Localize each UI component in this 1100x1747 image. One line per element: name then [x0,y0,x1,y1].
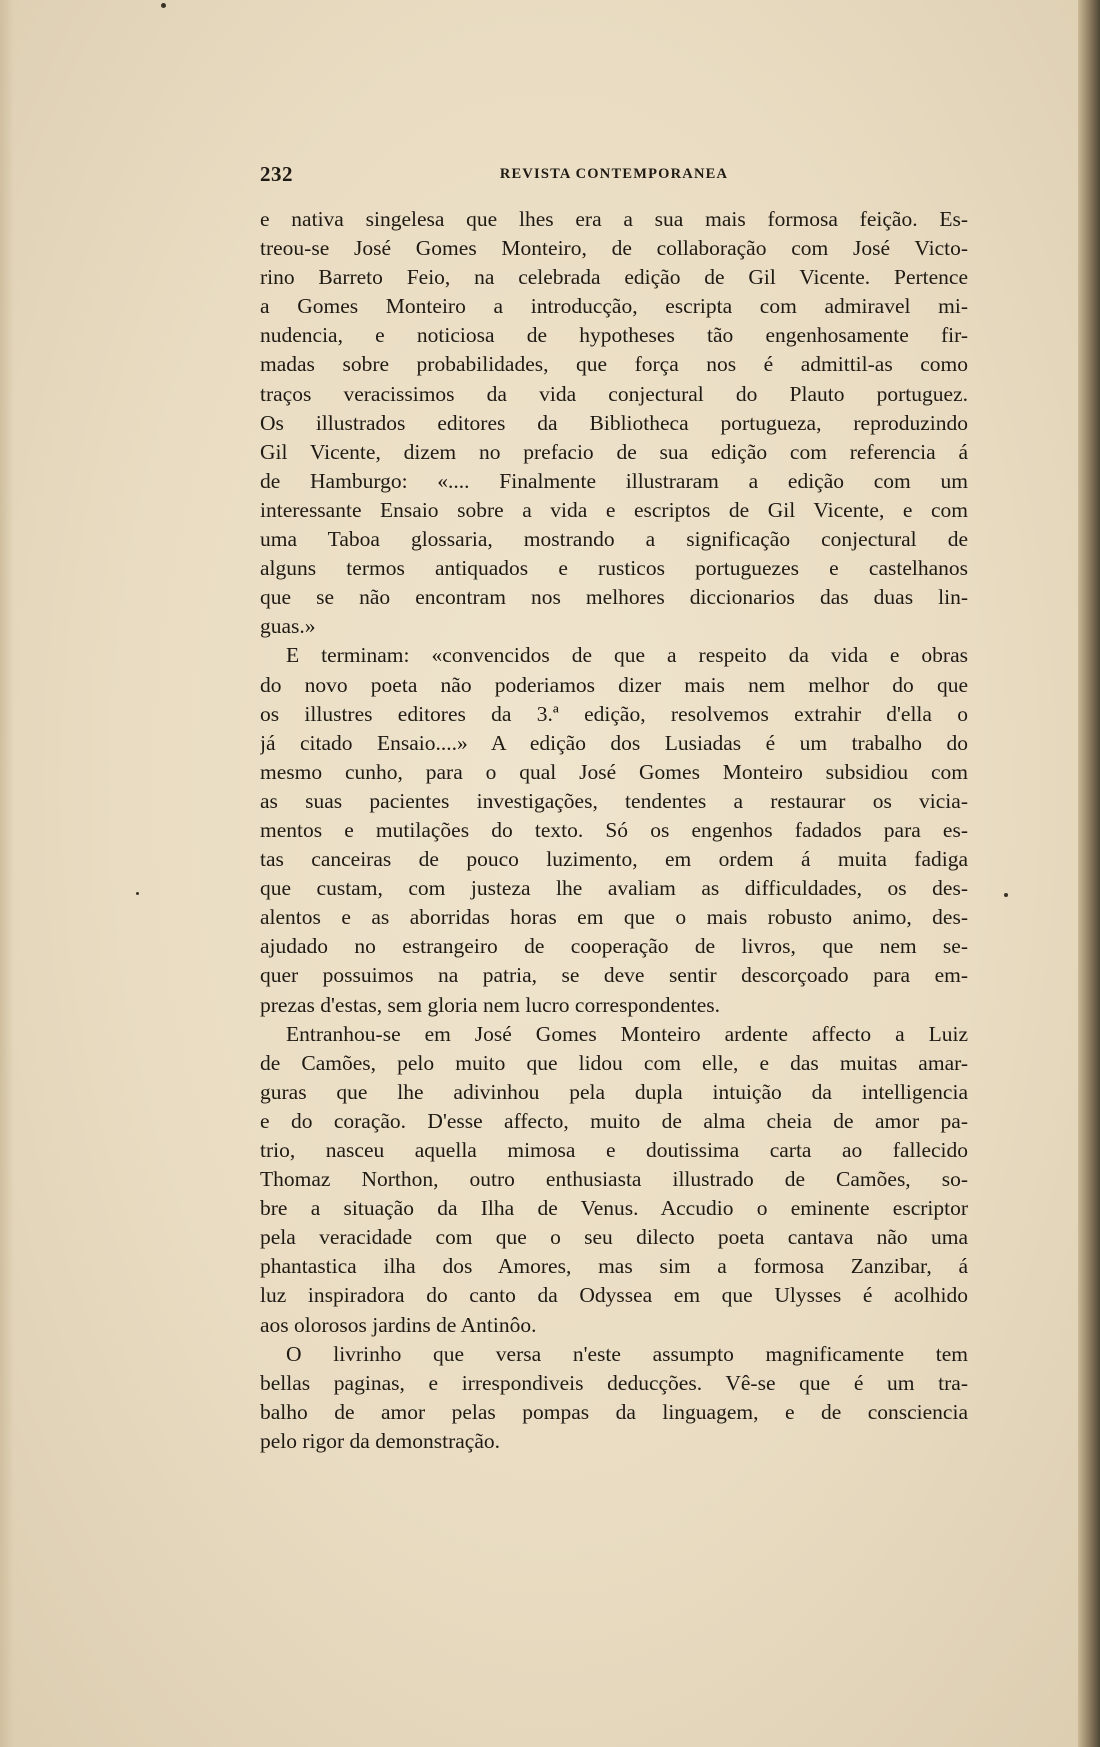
text-line: de Camões, pelo muito que lidou com elle, e das muitas amar- [260,1050,968,1075]
text-line: as suas pacientes investigações, tendentes a restaurar os vicia- [260,788,968,813]
text-line: alguns termos antiquados e rusticos portuguezes e castelhanos [260,556,968,581]
text-line: bre a situação da Ilha de Venus. Accudio o eminente escriptor [260,1196,968,1221]
text-line: uma Taboa glossaria, mostrando a significação conjectural de [260,527,968,552]
text-line: alentos e as aborridas horas em que o mais robusto animo, des- [260,905,968,930]
text-line: E terminam: «convencidos de que a respeito da vida e obras [286,643,968,668]
text-line: nudencia, e noticiosa de hypotheses tão engenhosamente fir- [260,323,968,348]
text-line: treou-se José Gomes Monteiro, de collaboração com José Victo- [260,236,968,261]
text-line: a Gomes Monteiro a introducção, escripta com admiravel mi- [260,294,968,319]
paper-speck [136,892,139,895]
paper-speck [1004,893,1008,897]
text-line: Os illustrados editores da Bibliotheca portugueza, reproduzindo [260,410,968,435]
text-line: já citado Ensaio....» A edição dos Lusiadas é um trabalho do [260,730,968,755]
journal-title: REVISTA CONTEMPORANEA [499,166,729,182]
text-line: prezas d'estas, sem gloria nem lucro correspondentes. [260,992,720,1017]
text-line: mesmo cunho, para o qual José Gomes Monteiro subsidiou com [260,759,968,784]
paper-speck [161,3,166,8]
text-line: bellas paginas, e irrespondiveis deducções. Vê-se que é um tra- [260,1370,968,1395]
text-line: guras que lhe adivinhou pela dupla intuição da intelligencia [260,1079,968,1104]
running-head [260,162,968,186]
page-gutter-shadow [0,0,14,1747]
text-line: pela veracidade com que o seu dilecto poeta cantava não uma [260,1225,968,1250]
text-line: que custam, com justeza lhe avaliam as difficuldades, os des- [260,876,968,901]
text-line: trio, nasceu aquella mimosa e doutissima carta ao fallecido [260,1138,968,1162]
text-line: tas canceiras de pouco luzimento, em ordem á muita fadiga [260,847,968,872]
text-line: luz inspiradora do canto da Odyssea em que Ulysses é acolhido [260,1283,968,1308]
text-line: que se não encontram nos melhores diccionarios das duas lin- [260,585,968,610]
text-line: guas.» [260,614,316,639]
text-line: ajudado no estrangeiro de cooperação de livros, que nem se- [260,934,968,959]
text-line: interessante Ensaio sobre a vida e escriptos de Gil Vicente, e com [260,497,968,522]
text-line: do novo poeta não poderiamos dizer mais nem melhor do que [260,672,968,697]
text-line: traços veracissimos da vida conjectural do Plauto portuguez. [260,381,968,406]
text-line: de Hamburgo: «.... Finalmente illustraram a edição com um [260,468,968,493]
body-text [260,205,968,1456]
text-line: madas sobre probabilidades, que força nos é admittil-as como [260,352,968,377]
text-line: e nativa singelesa que lhes era a sua mais formosa feição. Es- [260,207,968,231]
text-line: quer possuimos na patria, se deve sentir descorçoado para em- [260,963,968,988]
text-line: pelo rigor da demonstração. [260,1428,500,1453]
text-line: Entranhou-se em José Gomes Monteiro ardente affecto a Luiz [286,1021,968,1046]
page-number: 232 [260,162,293,186]
text-line: phantastica ilha dos Amores, mas sim a formosa Zanzibar, á [260,1254,968,1279]
text-line: O livrinho que versa n'este assumpto magnificamente tem [286,1341,968,1366]
text-line: e do coração. D'esse affecto, muito de alma cheia de amor pa- [260,1108,968,1133]
text-line: mentos e mutilações do texto. Só os engenhos fadados para es- [260,817,968,842]
text-line: Gil Vicente, dizem no prefacio de sua edição com referencia á [260,439,968,464]
text-line: rino Barreto Feio, na celebrada edição de Gil Vicente. Pertence [260,265,968,290]
text-line: balho de amor pelas pompas da linguagem, e de consciencia [260,1399,968,1424]
text-line: aos olorosos jardins de Antinôo. [260,1312,537,1337]
text-line: os illustres editores da 3.ª edição, resolvemos extrahir d'ella o [260,701,968,726]
text-line: Thomaz Northon, outro enthusiasta illustrado de Camões, so- [260,1167,968,1192]
page-edge-shadow [1078,0,1100,1747]
